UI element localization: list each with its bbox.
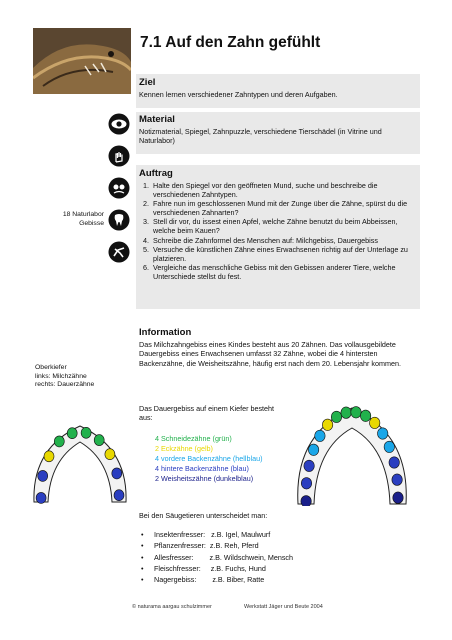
- auftrag-step: 5. Versuche die künstlichen Zähne eines Erwachsenen richtig auf der Unterlage zu platzieren.: [151, 245, 416, 263]
- chat-icon: [108, 177, 130, 199]
- material-heading: Material: [139, 114, 175, 125]
- legend-item: 4 vordere Backenzähne (hellblau): [155, 454, 263, 463]
- auftrag-step: 6. Vergleiche das menschliche Gebiss mit den Gebissen anderer Tiere, welche Unterschiede stellst du fest.: [151, 263, 416, 281]
- legend-item: 4 Schneidezähne (grün): [155, 434, 232, 443]
- tooth: [378, 428, 388, 439]
- material-section: [136, 112, 420, 154]
- tooth: [301, 478, 311, 489]
- tooth: [351, 407, 361, 418]
- footer-right: Werkstatt Jäger und Beute 2004: [244, 604, 323, 610]
- list-item: • Insektenfresser: z.B. Igel, Maulwurf: [136, 529, 420, 540]
- jaw-note: Oberkiefer links: Milchzähne rechts: Dauerzähne: [35, 364, 95, 388]
- tooth: [315, 430, 325, 441]
- material-text: Notizmaterial, Spiegel, Zahnpuzzle, verschiedene Tierschädel (in Vitrine und Naturlabor): [139, 127, 382, 146]
- tooth: [81, 427, 91, 438]
- tooth-icon: [108, 209, 130, 231]
- list-item: • Allesfresser: z.B. Wildschwein, Mensch: [136, 552, 420, 563]
- tooth: [301, 496, 311, 506]
- biting-hand-icon: [108, 241, 130, 263]
- tooth: [308, 444, 318, 455]
- tooth: [341, 407, 351, 418]
- tooth: [67, 428, 77, 439]
- legend-item: 2 Eckzähne (gelb): [155, 444, 213, 453]
- auftrag-step: 1. Halte den Spiegel vor den geöffneten Mund, suche und beschreibe die verschiedenen Zahntypen.: [151, 181, 416, 199]
- tooth: [370, 417, 380, 428]
- tooth: [38, 470, 48, 481]
- legend-item: 4 hintere Backenzähne (blau): [155, 464, 249, 473]
- information-text: Das Milchzahngebiss eines Kindes besteht aus 20 Zähnen. Das vollausgebildete Dauergebiss eines Erwachsenen umfasst 32 Zähne, wobei die 4 hintersten Backenzähne, die Weisheitszähne, häufig erst nach dem 20. Lebensjahr kommen.: [139, 340, 401, 368]
- dauer-intro: Das Dauergebiss auf einem Kiefer besteht aus:: [139, 404, 275, 423]
- diet-types-list: [136, 529, 420, 585]
- mammal-intro: Bei den Säugetieren unterscheidet man:: [139, 511, 268, 520]
- tooth: [322, 419, 332, 430]
- tooth: [360, 410, 370, 421]
- hand-icon: [108, 145, 130, 167]
- tooth: [36, 492, 46, 503]
- auftrag-heading: Auftrag: [139, 168, 173, 179]
- eye-icon: [108, 113, 130, 135]
- auftrag-section: [136, 165, 420, 309]
- ziel-heading: Ziel: [139, 77, 156, 88]
- list-item: • Nagergebiss: z.B. Biber, Ratte: [136, 574, 420, 585]
- permanent-teeth-diagram: [290, 398, 414, 506]
- tooth: [54, 436, 64, 447]
- auftrag-step: 2. Fahre nun im geschlossenen Mund mit der Zunge über die Zähne, spürst du die verschiedenen Zahnarten?: [151, 199, 416, 217]
- tooth: [393, 492, 403, 503]
- tooth-legend: [155, 434, 262, 484]
- tooth: [389, 457, 399, 468]
- tooth: [94, 435, 104, 446]
- snake-photo: [33, 28, 131, 94]
- icon-column: [108, 113, 131, 273]
- footer-left: © naturama aargau schulzimmer: [132, 604, 212, 610]
- page-title: 7.1 Auf den Zahn gefühlt: [140, 34, 321, 51]
- legend-item: 2 Weisheitszähne (dunkelblau): [155, 474, 254, 483]
- ziel-text: Kennen lernen verschiedener Zahntypen und deren Aufgaben.: [139, 90, 338, 99]
- milk-teeth-diagram: [28, 420, 132, 504]
- tooth: [112, 468, 122, 479]
- tooth: [304, 460, 314, 471]
- tooth: [384, 441, 394, 452]
- information-heading: Information: [139, 327, 192, 338]
- tooth: [44, 451, 54, 462]
- tooth: [105, 449, 115, 460]
- ziel-section: [136, 74, 420, 108]
- list-item: • Pflanzenfresser: z.B. Reh, Pferd: [136, 540, 420, 551]
- auftrag-step: 3. Stell dir vor, du issest einen Apfel, welche Zähne benutzt du beim Abbeissen, welche beim Kauen?: [151, 217, 416, 235]
- list-item: • Fleischfresser: z.B. Fuchs, Hund: [136, 563, 420, 574]
- tooth: [114, 490, 124, 501]
- tooth: [392, 474, 402, 485]
- tooth: [331, 411, 341, 422]
- information-section: [136, 327, 420, 368]
- auftrag-step: 4. Schreibe die Zahnformel des Menschen auf: Milchgebiss, Dauergebiss: [151, 236, 416, 245]
- lab-note: 18 Naturlabor Gebisse: [62, 211, 104, 227]
- auftrag-steps: [136, 181, 420, 281]
